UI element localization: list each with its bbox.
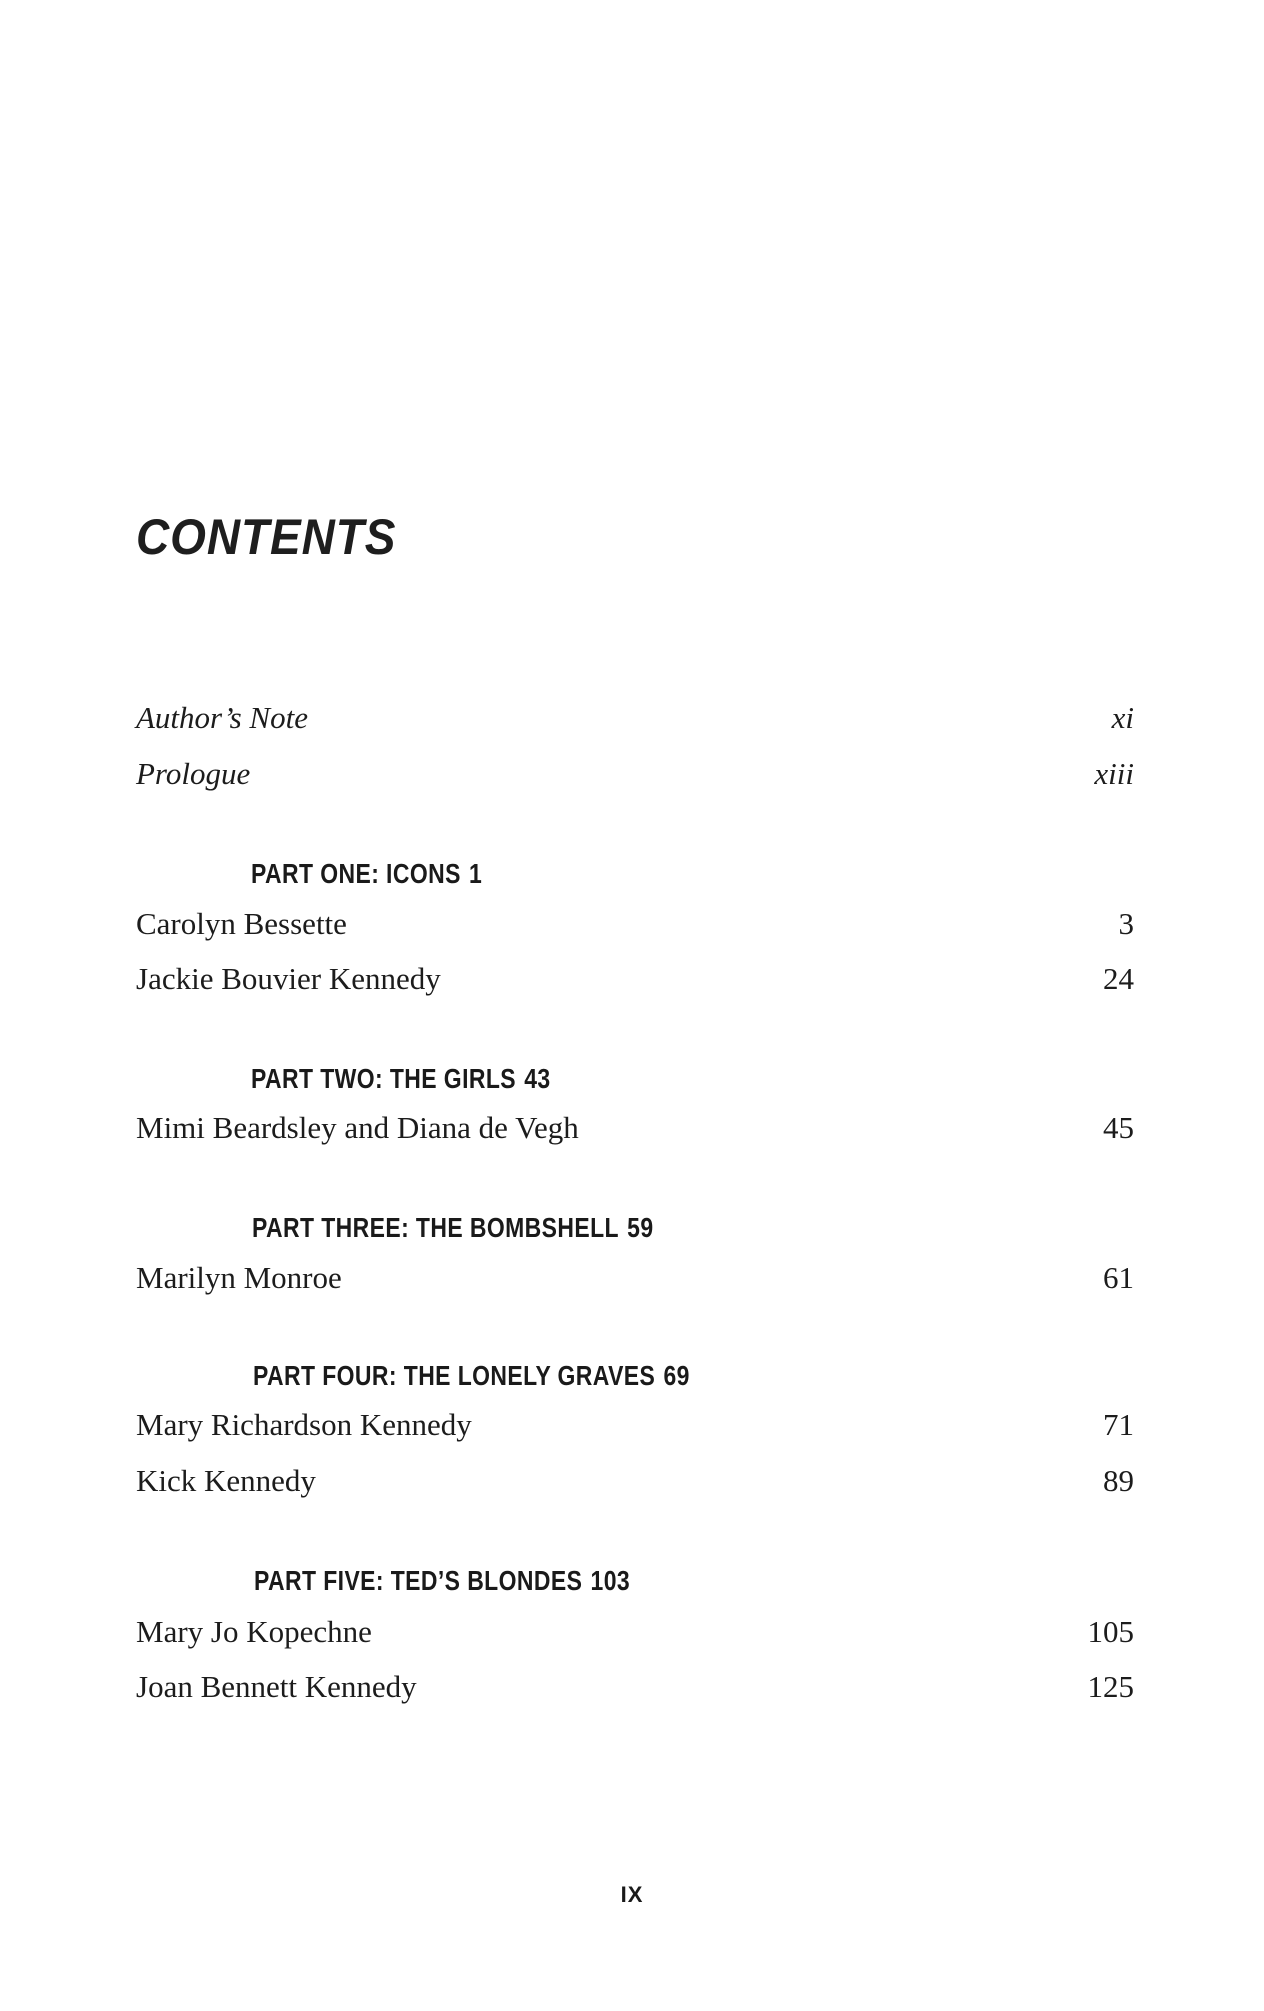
page-title: CONTENTS: [136, 509, 397, 565]
toc-entry-joan-bennett-kennedy: [136, 1669, 1134, 1717]
toc-entry-page: 125: [1087, 1669, 1134, 1704]
toc-entry-mary-jo-kopechne: [136, 1614, 1134, 1662]
toc-entry-label: Marilyn Monroe: [136, 1260, 342, 1295]
part-heading-title: PART FIVE: TED’S BLONDES: [254, 1565, 583, 1596]
toc-entry-prologue: [136, 756, 1134, 804]
part-heading-two: [251, 1063, 551, 1095]
toc-entry-kick-kennedy: [136, 1463, 1134, 1511]
toc-entry-page: 61: [1103, 1260, 1134, 1295]
toc-entry-page: 105: [1087, 1614, 1134, 1649]
toc-entry-page: 45: [1103, 1110, 1134, 1145]
part-heading-page: 103: [590, 1565, 631, 1596]
toc-entry-carolyn-bessette: [136, 906, 1134, 954]
part-heading-title: PART THREE: THE BOMBSHELL: [252, 1212, 619, 1243]
toc-entry-marilyn-monroe: [136, 1260, 1134, 1308]
toc-entry-label: Mimi Beardsley and Diana de Vegh: [136, 1110, 579, 1145]
part-heading-page: 59: [627, 1212, 654, 1243]
toc-entry-label: Jackie Bouvier Kennedy: [136, 961, 441, 996]
toc-entry-page: 71: [1103, 1407, 1134, 1442]
toc-entry-label: Author’s Note: [136, 700, 308, 735]
part-heading-five: [254, 1565, 630, 1597]
part-heading-title: PART ONE: ICONS: [251, 858, 461, 889]
page-number: IX: [620, 1882, 644, 1907]
toc-entry-label: Carolyn Bessette: [136, 906, 347, 941]
toc-entry-label: Kick Kennedy: [136, 1463, 316, 1498]
part-heading-one: [251, 858, 482, 890]
toc-entry-page: xiii: [1094, 756, 1134, 791]
toc-entry-label: Joan Bennett Kennedy: [136, 1669, 417, 1704]
toc-entry-page: 3: [1118, 906, 1134, 941]
part-heading-title: PART FOUR: THE LONELY GRAVES: [253, 1360, 656, 1391]
part-heading-page: 69: [663, 1360, 690, 1391]
part-heading-four: [253, 1360, 690, 1392]
toc-entry-label: Mary Jo Kopechne: [136, 1614, 372, 1649]
toc-entry-page: xi: [1111, 700, 1134, 735]
toc-entry-mary-richardson-kennedy: [136, 1407, 1134, 1455]
part-heading-title: PART TWO: THE GIRLS: [251, 1063, 517, 1094]
toc-entry-label: Prologue: [136, 756, 251, 791]
toc-entry-mimi-beardsley: [136, 1110, 1134, 1158]
toc-entry-authors-note: [136, 700, 1134, 748]
toc-entry-page: 89: [1103, 1463, 1134, 1498]
toc-entry-label: Mary Richardson Kennedy: [136, 1407, 472, 1442]
toc-entry-jackie-bouvier-kennedy: [136, 961, 1134, 1009]
toc-entry-page: 24: [1103, 961, 1134, 996]
part-heading-page: 1: [469, 858, 483, 889]
part-heading-page: 43: [524, 1063, 551, 1094]
part-heading-three: [252, 1212, 654, 1244]
